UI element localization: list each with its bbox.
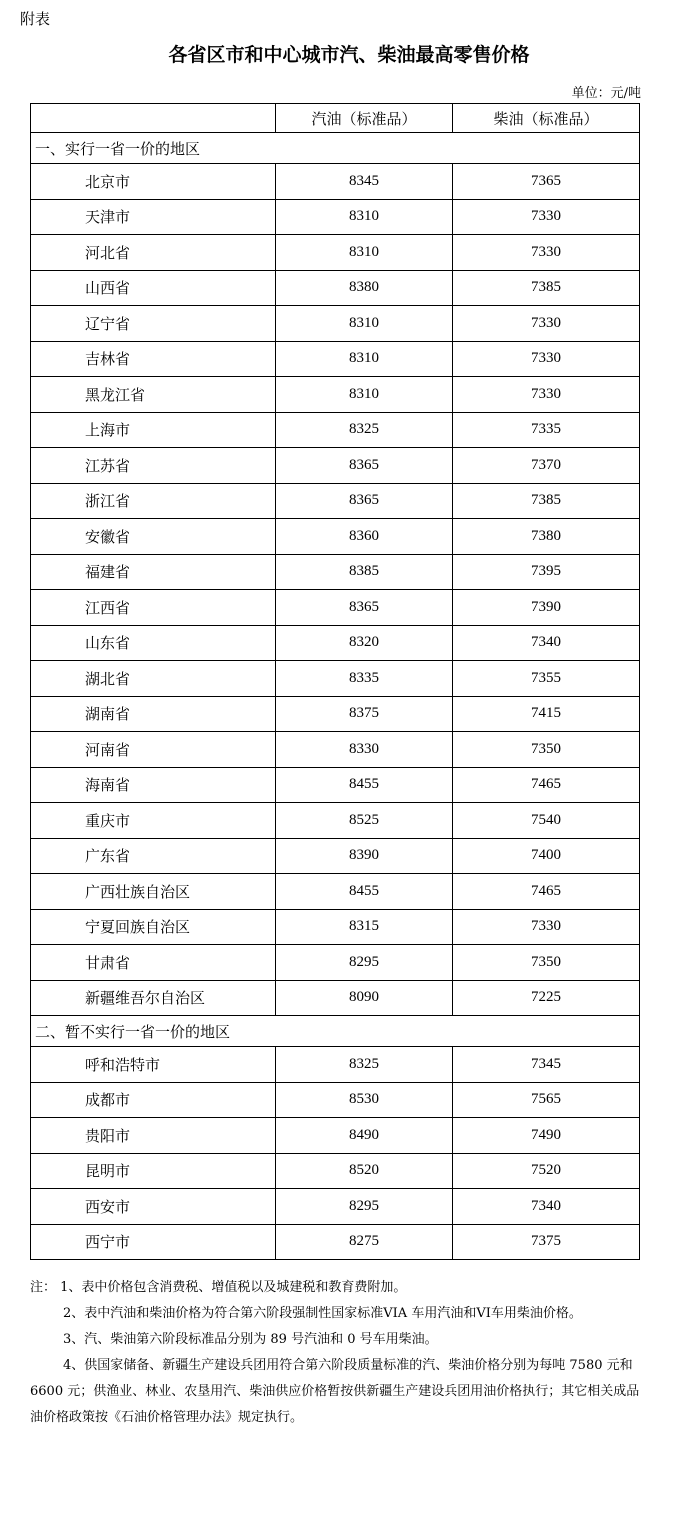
diesel-price-cell: 7330 xyxy=(453,306,640,342)
diesel-price-cell: 7370 xyxy=(453,448,640,484)
gasoline-price-cell: 8275 xyxy=(276,1224,453,1260)
table-row xyxy=(31,767,640,803)
table-row xyxy=(31,945,640,981)
diesel-price-cell: 7365 xyxy=(453,164,640,200)
diesel-price-cell: 7345 xyxy=(453,1047,640,1083)
gasoline-price-cell: 8315 xyxy=(276,909,453,945)
table-row xyxy=(31,625,640,661)
table-row xyxy=(31,1224,640,1260)
table-row xyxy=(31,732,640,768)
region-cell: 山东省 xyxy=(31,625,276,661)
notes xyxy=(30,1275,650,1431)
region-cell: 成都市 xyxy=(31,1082,276,1118)
region-cell: 重庆市 xyxy=(31,803,276,839)
diesel-price-cell: 7490 xyxy=(453,1118,640,1154)
gasoline-price-cell: 8380 xyxy=(276,270,453,306)
diesel-price-cell: 7415 xyxy=(453,696,640,732)
header-diesel: 柴油（标准品） xyxy=(453,104,640,133)
diesel-price-cell: 7350 xyxy=(453,732,640,768)
table-row xyxy=(31,696,640,732)
diesel-price-cell: 7330 xyxy=(453,235,640,271)
region-cell: 上海市 xyxy=(31,412,276,448)
table-row xyxy=(31,483,640,519)
diesel-price-cell: 7465 xyxy=(453,767,640,803)
table-row xyxy=(31,1047,640,1083)
diesel-price-cell: 7330 xyxy=(453,377,640,413)
region-cell: 广西壮族自治区 xyxy=(31,874,276,910)
gasoline-price-cell: 8385 xyxy=(276,554,453,590)
gasoline-price-cell: 8455 xyxy=(276,767,453,803)
region-cell: 河北省 xyxy=(31,235,276,271)
table-row xyxy=(31,164,640,200)
region-cell: 辽宁省 xyxy=(31,306,276,342)
gasoline-price-cell: 8310 xyxy=(276,199,453,235)
table-row xyxy=(31,909,640,945)
gasoline-price-cell: 8310 xyxy=(276,377,453,413)
gasoline-price-cell: 8525 xyxy=(276,803,453,839)
header-gasoline: 汽油（标准品） xyxy=(276,104,453,133)
region-cell: 呼和浩特市 xyxy=(31,1047,276,1083)
gasoline-price-cell: 8310 xyxy=(276,341,453,377)
page-label: 附表 xyxy=(20,10,51,28)
table-row xyxy=(31,838,640,874)
table-row xyxy=(31,1118,640,1154)
note-2: 2、表中汽油和柴油价格为符合第六阶段强制性国家标准VIA 车用汽油和VI车用柴油价格。 xyxy=(63,1306,582,1321)
diesel-price-cell: 7350 xyxy=(453,945,640,981)
diesel-price-cell: 7380 xyxy=(453,519,640,555)
diesel-price-cell: 7465 xyxy=(453,874,640,910)
unit-label: 单位：元/吨 xyxy=(571,86,641,101)
gasoline-price-cell: 8390 xyxy=(276,838,453,874)
note-3: 3、汽、柴油第六阶段标准品分别为 89 号汽油和 0 号车用柴油。 xyxy=(63,1332,438,1347)
table-row xyxy=(31,270,640,306)
table-row xyxy=(31,412,640,448)
region-cell: 吉林省 xyxy=(31,341,276,377)
gasoline-price-cell: 8310 xyxy=(276,306,453,342)
section-label: 一、实行一省一价的地区 xyxy=(31,133,640,164)
gasoline-price-cell: 8310 xyxy=(276,235,453,271)
diesel-price-cell: 7225 xyxy=(453,980,640,1016)
table-row xyxy=(31,874,640,910)
header-blank-cell xyxy=(31,104,276,133)
table-row xyxy=(31,554,640,590)
table-row xyxy=(31,1153,640,1189)
diesel-price-cell: 7340 xyxy=(453,1189,640,1225)
region-cell: 贵阳市 xyxy=(31,1118,276,1154)
section-header-row xyxy=(31,1016,640,1047)
table-row xyxy=(31,1189,640,1225)
region-cell: 山西省 xyxy=(31,270,276,306)
region-cell: 西宁市 xyxy=(31,1224,276,1260)
diesel-price-cell: 7385 xyxy=(453,483,640,519)
region-cell: 河南省 xyxy=(31,732,276,768)
gasoline-price-cell: 8365 xyxy=(276,483,453,519)
table-header-row xyxy=(31,104,640,133)
section-header-row xyxy=(31,133,640,164)
gasoline-price-cell: 8325 xyxy=(276,1047,453,1083)
gasoline-price-cell: 8490 xyxy=(276,1118,453,1154)
note-4: 4、供国家储备、新疆生产建设兵团用符合第六阶段质量标准的汽、柴油价格分别为每吨 7580 元和 6600 元；供渔业、林业、农垦用汽、柴油供应价格暂按供新疆生产建设兵团用油价格执行；其它相关成品油价格政策按《石油价格管理办法》规定执行。 xyxy=(30,1358,640,1425)
table-row xyxy=(31,341,640,377)
diesel-price-cell: 7565 xyxy=(453,1082,640,1118)
region-cell: 宁夏回族自治区 xyxy=(31,909,276,945)
gasoline-price-cell: 8530 xyxy=(276,1082,453,1118)
region-cell: 北京市 xyxy=(31,164,276,200)
region-cell: 湖北省 xyxy=(31,661,276,697)
diesel-price-cell: 7330 xyxy=(453,909,640,945)
gasoline-price-cell: 8520 xyxy=(276,1153,453,1189)
table-row xyxy=(31,448,640,484)
diesel-price-cell: 7330 xyxy=(453,199,640,235)
table-row xyxy=(31,235,640,271)
region-cell: 新疆维吾尔自治区 xyxy=(31,980,276,1016)
diesel-price-cell: 7390 xyxy=(453,590,640,626)
gasoline-price-cell: 8335 xyxy=(276,661,453,697)
region-cell: 江西省 xyxy=(31,590,276,626)
table-row xyxy=(31,590,640,626)
table-row xyxy=(31,1082,640,1118)
diesel-price-cell: 7385 xyxy=(453,270,640,306)
gasoline-price-cell: 8365 xyxy=(276,590,453,626)
gasoline-price-cell: 8345 xyxy=(276,164,453,200)
diesel-price-cell: 7375 xyxy=(453,1224,640,1260)
region-cell: 天津市 xyxy=(31,199,276,235)
price-table-body xyxy=(31,104,640,1260)
gasoline-price-cell: 8320 xyxy=(276,625,453,661)
region-cell: 黑龙江省 xyxy=(31,377,276,413)
table-row xyxy=(31,803,640,839)
price-table xyxy=(30,103,640,1260)
region-cell: 昆明市 xyxy=(31,1153,276,1189)
region-cell: 西安市 xyxy=(31,1189,276,1225)
region-cell: 江苏省 xyxy=(31,448,276,484)
note-1: 注： 1、表中价格包含消费税、增值税以及城建税和教育费附加。 xyxy=(30,1280,407,1295)
region-cell: 广东省 xyxy=(31,838,276,874)
diesel-price-cell: 7340 xyxy=(453,625,640,661)
diesel-price-cell: 7330 xyxy=(453,341,640,377)
diesel-price-cell: 7395 xyxy=(453,554,640,590)
table-row xyxy=(31,306,640,342)
region-cell: 浙江省 xyxy=(31,483,276,519)
gasoline-price-cell: 8295 xyxy=(276,1189,453,1225)
gasoline-price-cell: 8295 xyxy=(276,945,453,981)
table-row xyxy=(31,377,640,413)
table-row xyxy=(31,661,640,697)
gasoline-price-cell: 8330 xyxy=(276,732,453,768)
diesel-price-cell: 7520 xyxy=(453,1153,640,1189)
gasoline-price-cell: 8455 xyxy=(276,874,453,910)
region-cell: 海南省 xyxy=(31,767,276,803)
diesel-price-cell: 7400 xyxy=(453,838,640,874)
region-cell: 安徽省 xyxy=(31,519,276,555)
gasoline-price-cell: 8360 xyxy=(276,519,453,555)
diesel-price-cell: 7540 xyxy=(453,803,640,839)
page-title: 各省区市和中心城市汽、柴油最高零售价格 xyxy=(168,44,530,66)
region-cell: 湖南省 xyxy=(31,696,276,732)
diesel-price-cell: 7335 xyxy=(453,412,640,448)
table-row xyxy=(31,519,640,555)
table-row xyxy=(31,980,640,1016)
table-row xyxy=(31,199,640,235)
region-cell: 福建省 xyxy=(31,554,276,590)
gasoline-price-cell: 8375 xyxy=(276,696,453,732)
section-label: 二、暂不实行一省一价的地区 xyxy=(31,1016,640,1047)
gasoline-price-cell: 8325 xyxy=(276,412,453,448)
gasoline-price-cell: 8090 xyxy=(276,980,453,1016)
diesel-price-cell: 7355 xyxy=(453,661,640,697)
region-cell: 甘肃省 xyxy=(31,945,276,981)
gasoline-price-cell: 8365 xyxy=(276,448,453,484)
